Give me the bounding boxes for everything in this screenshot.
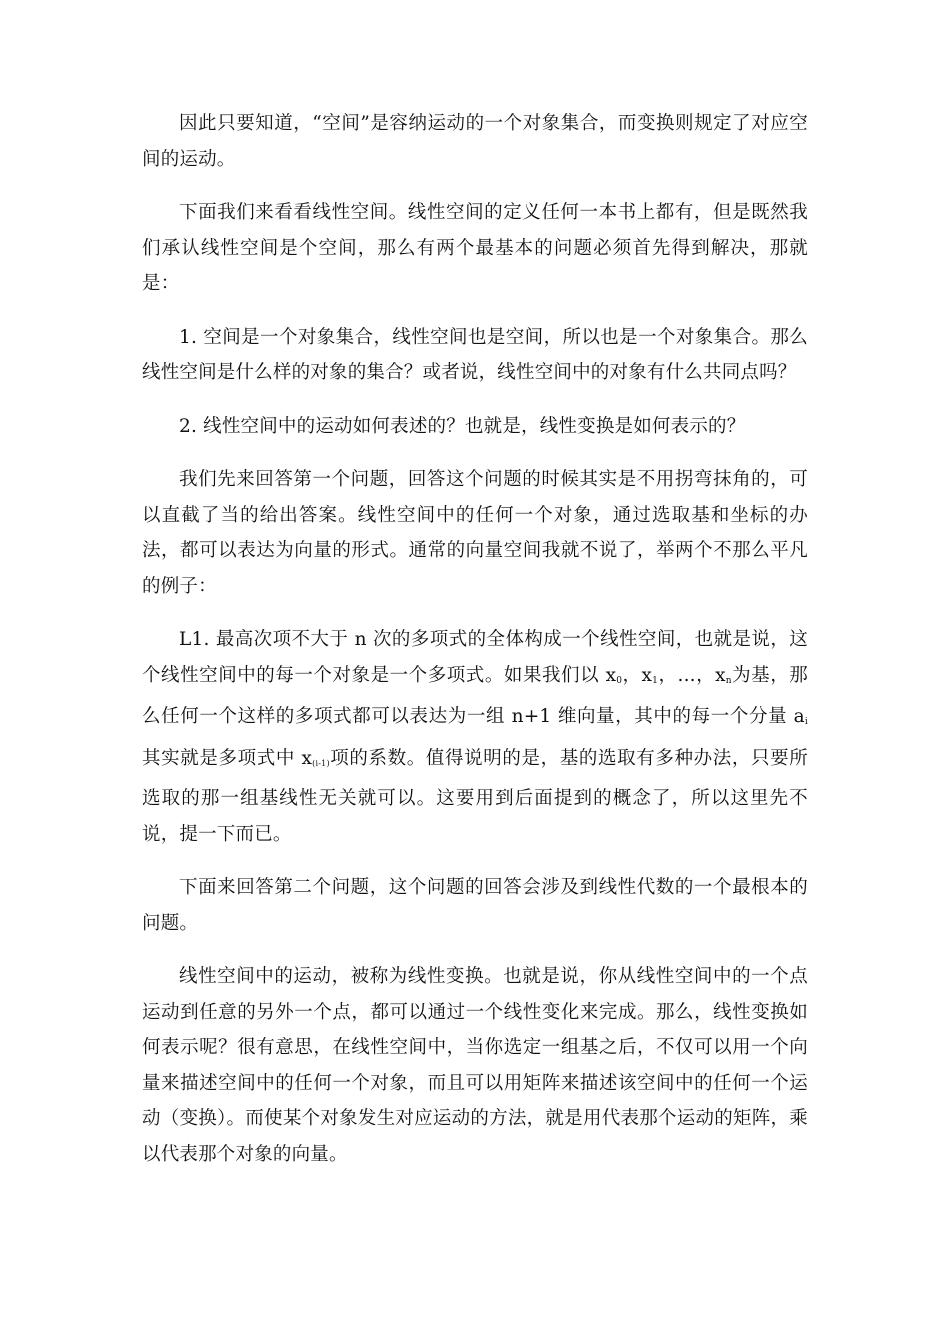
p6-text-2: ，x	[622, 664, 653, 686]
paragraph-3: 1. 空间是一个对象集合，线性空间也是空间，所以也是一个对象集合。那么线性空间是什么样的对象的集合？或者说，线性空间中的对象有什么共同点吗？	[142, 326, 808, 383]
p6-text-6: 项的系数。值得说明的是，基的选取有多种办法，只要所选取的那一组基线性无关就可以。这要用到后面提到的概念了，所以这里先不说，提一下而已。	[142, 747, 808, 845]
paragraph-6	[142, 622, 808, 852]
paragraph-8: 线性空间中的运动，被称为线性变换。也就是说，你从线性空间中的一个点运动到任意的另外一个点，都可以通过一个线性变化来完成。那么，线性变换如何表示呢？很有意思，在线性空间中，当你选定一组基之后，不仅可以用一个向量来描述空间中的任何一个对象，而且可以用矩阵来描述该空间中的任何一个运动（变换）。而使某个对象发生对应运动的方法，就是用代表那个运动的矩阵，乘以代表那个对象的向量。	[142, 966, 808, 1165]
p6-subscript-i-minus-1: (i-1)	[312, 758, 330, 768]
p6-subscript-0: 0	[616, 675, 623, 686]
p6-subscript-n: n	[725, 675, 732, 686]
p6-subscript-i: i	[804, 717, 808, 727]
p6-text-5: 其实就是多项式中 x	[142, 747, 313, 769]
paragraph-5: 我们先来回答第一个问题，回答这个问题的时候其实是不用拐弯抹角的，可以直截了当的给出答案。线性空间中的任何一个对象，通过选取基和坐标的办法，都可以表达为向量的形式。通常的向量空间我就不说了，举两个不那么平凡的例子：	[142, 469, 808, 597]
paragraph-7: 下面来回答第二个问题，这个问题的回答会涉及到线性代数的一个最根本的问题。	[142, 877, 808, 934]
paragraph-1: 因此只要知道，“空间”是容纳运动的一个对象集合，而变换则规定了对应空间的运动。	[142, 113, 808, 170]
paragraph-2: 下面我们来看看线性空间。线性空间的定义任何一本书上都有，但是既然我们承认线性空间是个空间，那么有两个最基本的问题必须首先得到解决，那就是：	[142, 202, 808, 294]
paragraph-4: 2. 线性空间中的运动如何表述的？也就是，线性变换是如何表示的？	[179, 415, 746, 437]
p6-subscript-1: 1	[652, 675, 659, 686]
p6-text-4: 为基，那么任何一个这样的多项式都可以表达为一组 n+1 维向量，其中的每一个分量 a	[142, 664, 808, 727]
p6-text-1: L1. 最高次项不大于 n 次的多项式的全体构成一个线性空间，也就是说，这个线性空间中的每一个对象是一个多项式。如果我们以 x	[142, 629, 808, 686]
p6-text-3: ，...，x	[658, 664, 726, 686]
